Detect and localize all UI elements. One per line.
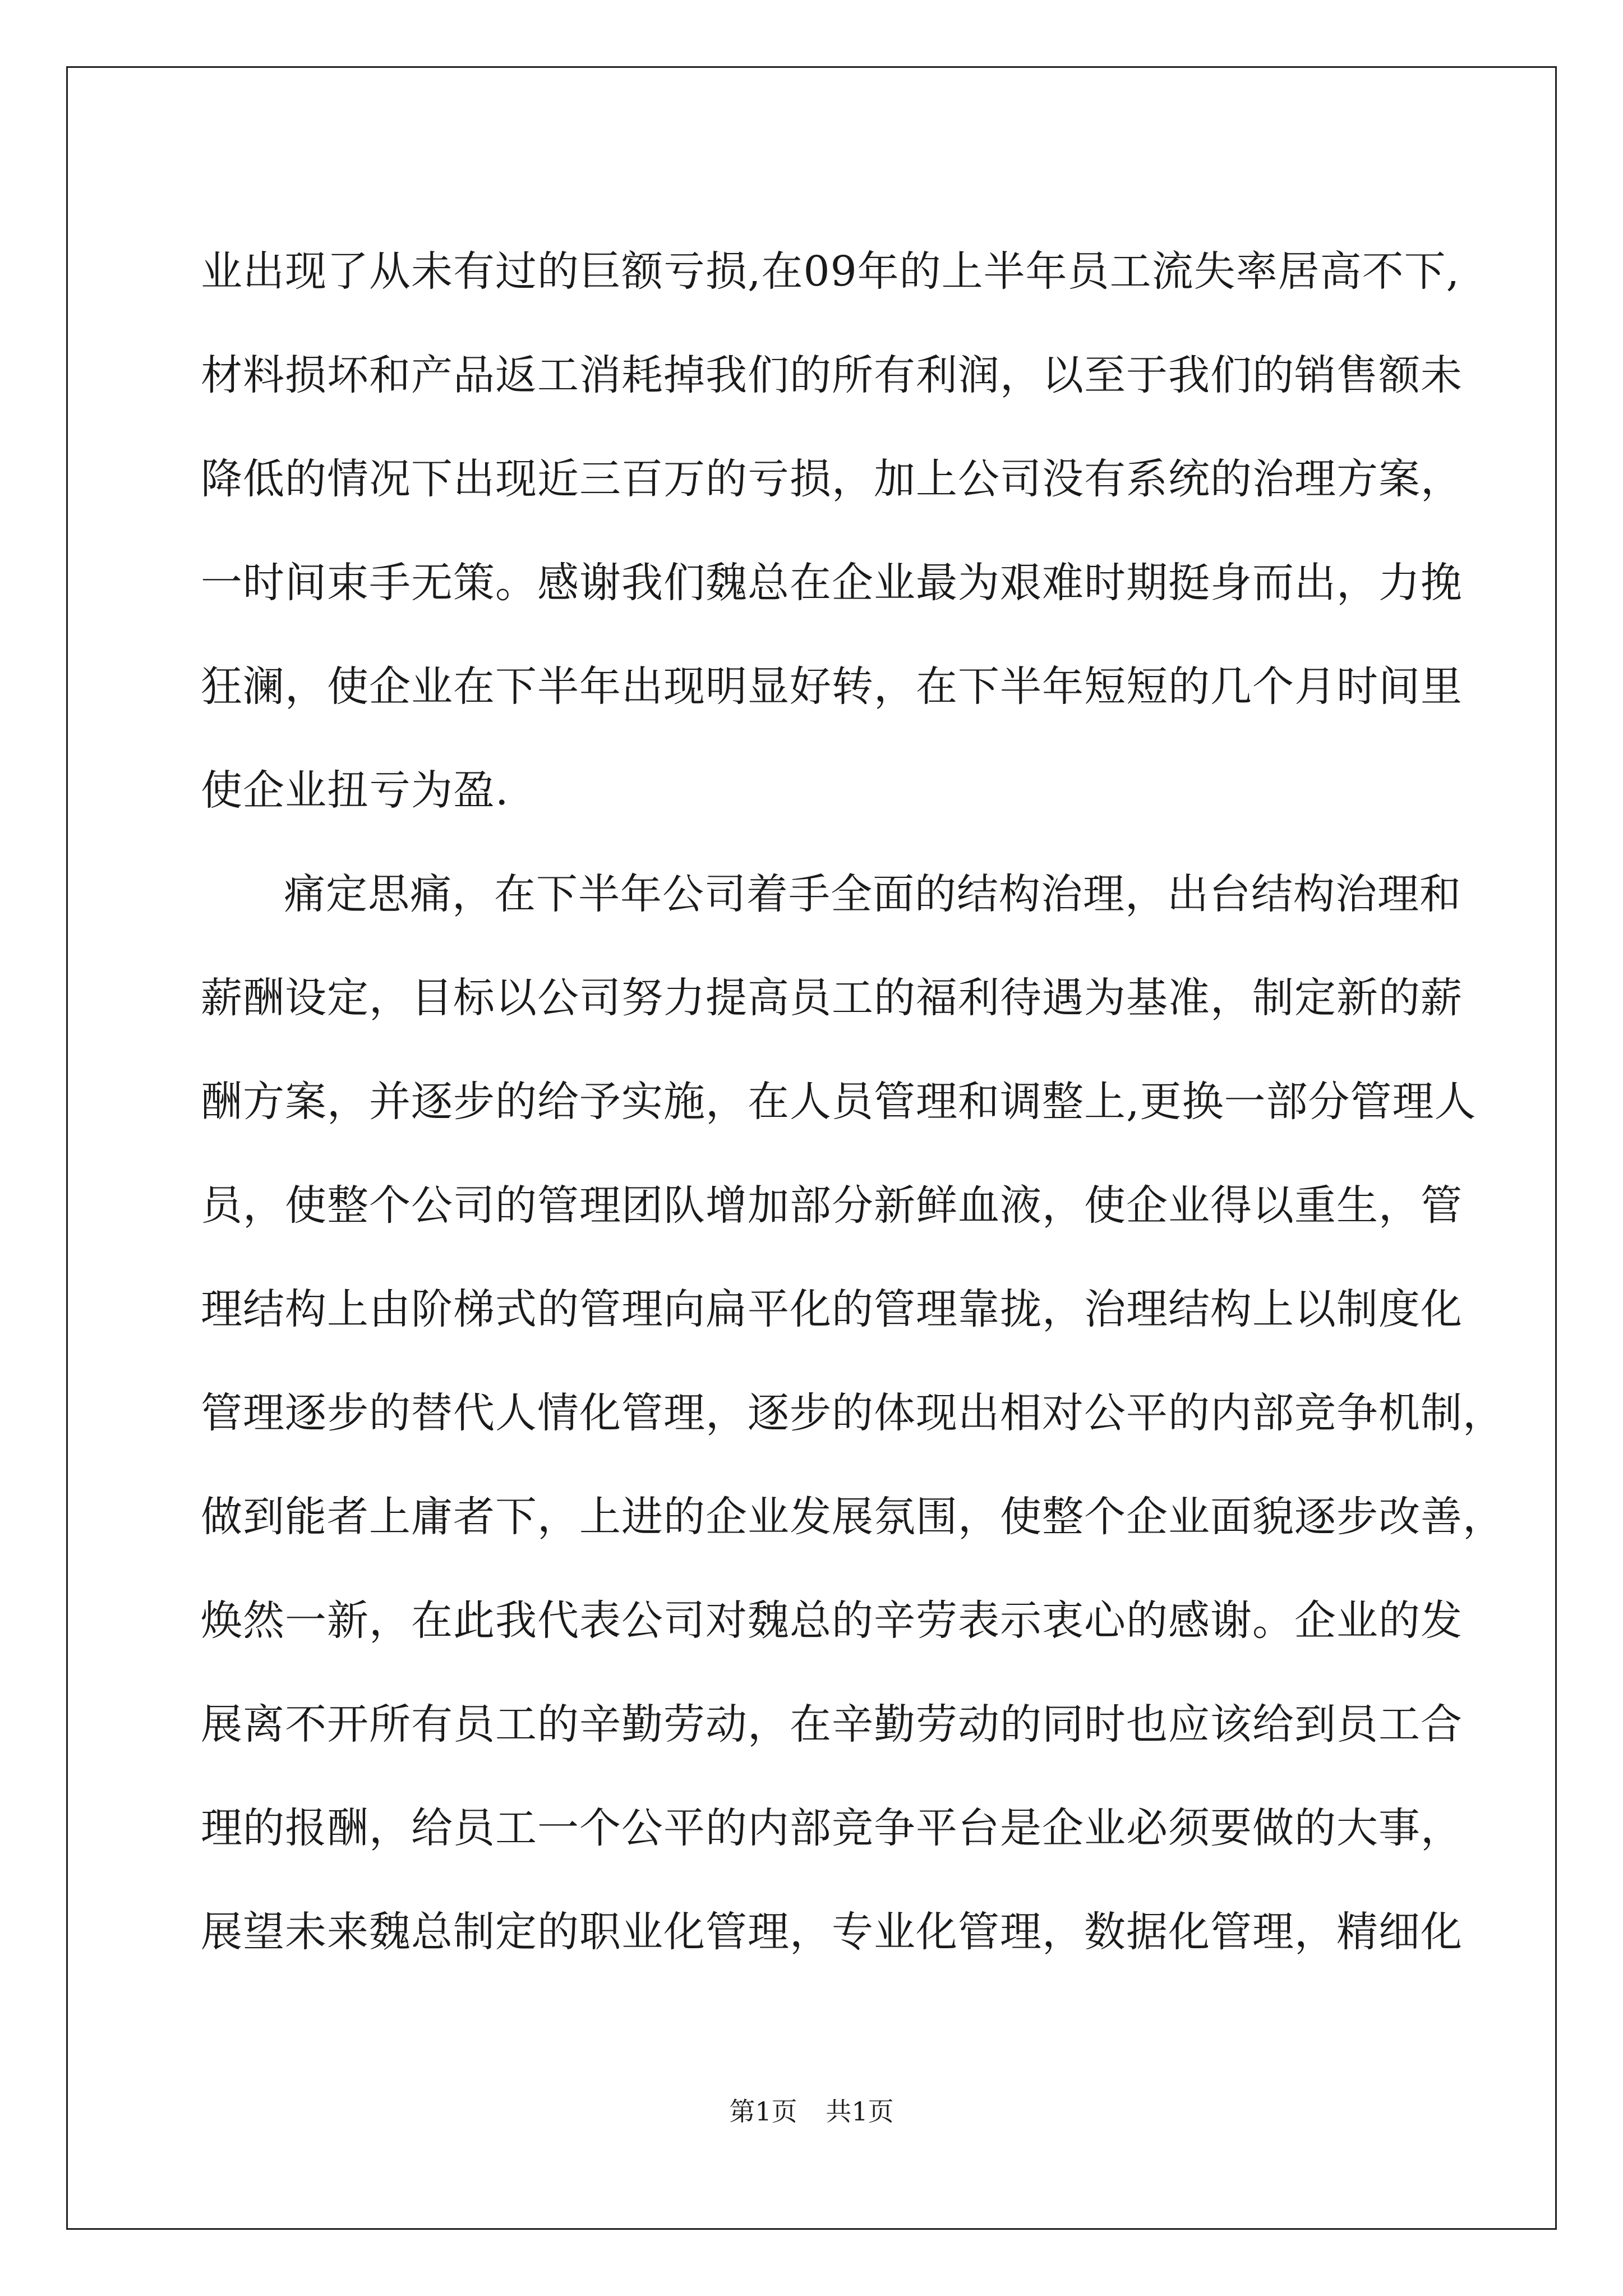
text-line: 酬方案，并逐步的给予实施，在人员管理和调整上,更换一部分管理人 bbox=[201, 1078, 1477, 1126]
text-line: 业出现了从未有过的巨额亏损,在09年的上半年员工流失率居高不下, bbox=[201, 247, 1460, 296]
text-line: 焕然一新，在此我代表公司对魏总的辛劳表示衷心的感谢。企业的发 bbox=[201, 1596, 1463, 1645]
text-line: 展望未来魏总制定的职业化管理，专业化管理，数据化管理，精细化 bbox=[201, 1908, 1463, 1956]
text-line: 降低的情况下出现近三百万的亏损，加上公司没有系统的治理方案， bbox=[201, 455, 1463, 503]
text-line: 做到能者上庸者下，上进的企业发展氛围，使整个企业面貌逐步改善， bbox=[201, 1493, 1505, 1541]
text-line: 展离不开所有员工的辛勤劳动，在辛勤劳动的同时也应该给到员工合 bbox=[201, 1700, 1463, 1749]
text-line: 理结构上由阶梯式的管理向扁平化的管理靠拢，治理结构上以制度化 bbox=[201, 1285, 1463, 1333]
page-number: 第1页 bbox=[729, 2096, 797, 2127]
text-line: 痛定思痛，在下半年公司着手全面的结构治理，出台结构治理和 bbox=[284, 870, 1461, 918]
paragraph-1 bbox=[201, 220, 1463, 843]
page-total: 共1页 bbox=[826, 2096, 894, 2127]
text-line: 狂澜，使企业在下半年出现明显好转，在下半年短短的几个月时间里 bbox=[201, 662, 1463, 711]
document-body bbox=[201, 220, 1505, 1984]
paragraph-2 bbox=[201, 843, 1505, 1984]
text-line: 材料损坏和产品返工消耗掉我们的所有利润，以至于我们的销售额未 bbox=[201, 351, 1463, 399]
text-line: 薪酬设定，目标以公司努力提高员工的福利待遇为基准，制定新的薪 bbox=[201, 974, 1463, 1022]
text-line: 理的报酬，给员工一个公平的内部竞争平台是企业必须要做的大事， bbox=[201, 1804, 1463, 1852]
page-footer bbox=[0, 2091, 1623, 2128]
text-line: 员，使整个公司的管理团队增加部分新鲜血液，使企业得以重生，管 bbox=[201, 1181, 1463, 1230]
text-line: 使企业扭亏为盈. bbox=[201, 766, 509, 815]
text-line: 一时间束手无策。感谢我们魏总在企业最为艰难时期挺身而出，力挽 bbox=[201, 559, 1463, 607]
text-line: 管理逐步的替代人情化管理，逐步的体现出相对公平的内部竞争机制， bbox=[201, 1389, 1505, 1437]
